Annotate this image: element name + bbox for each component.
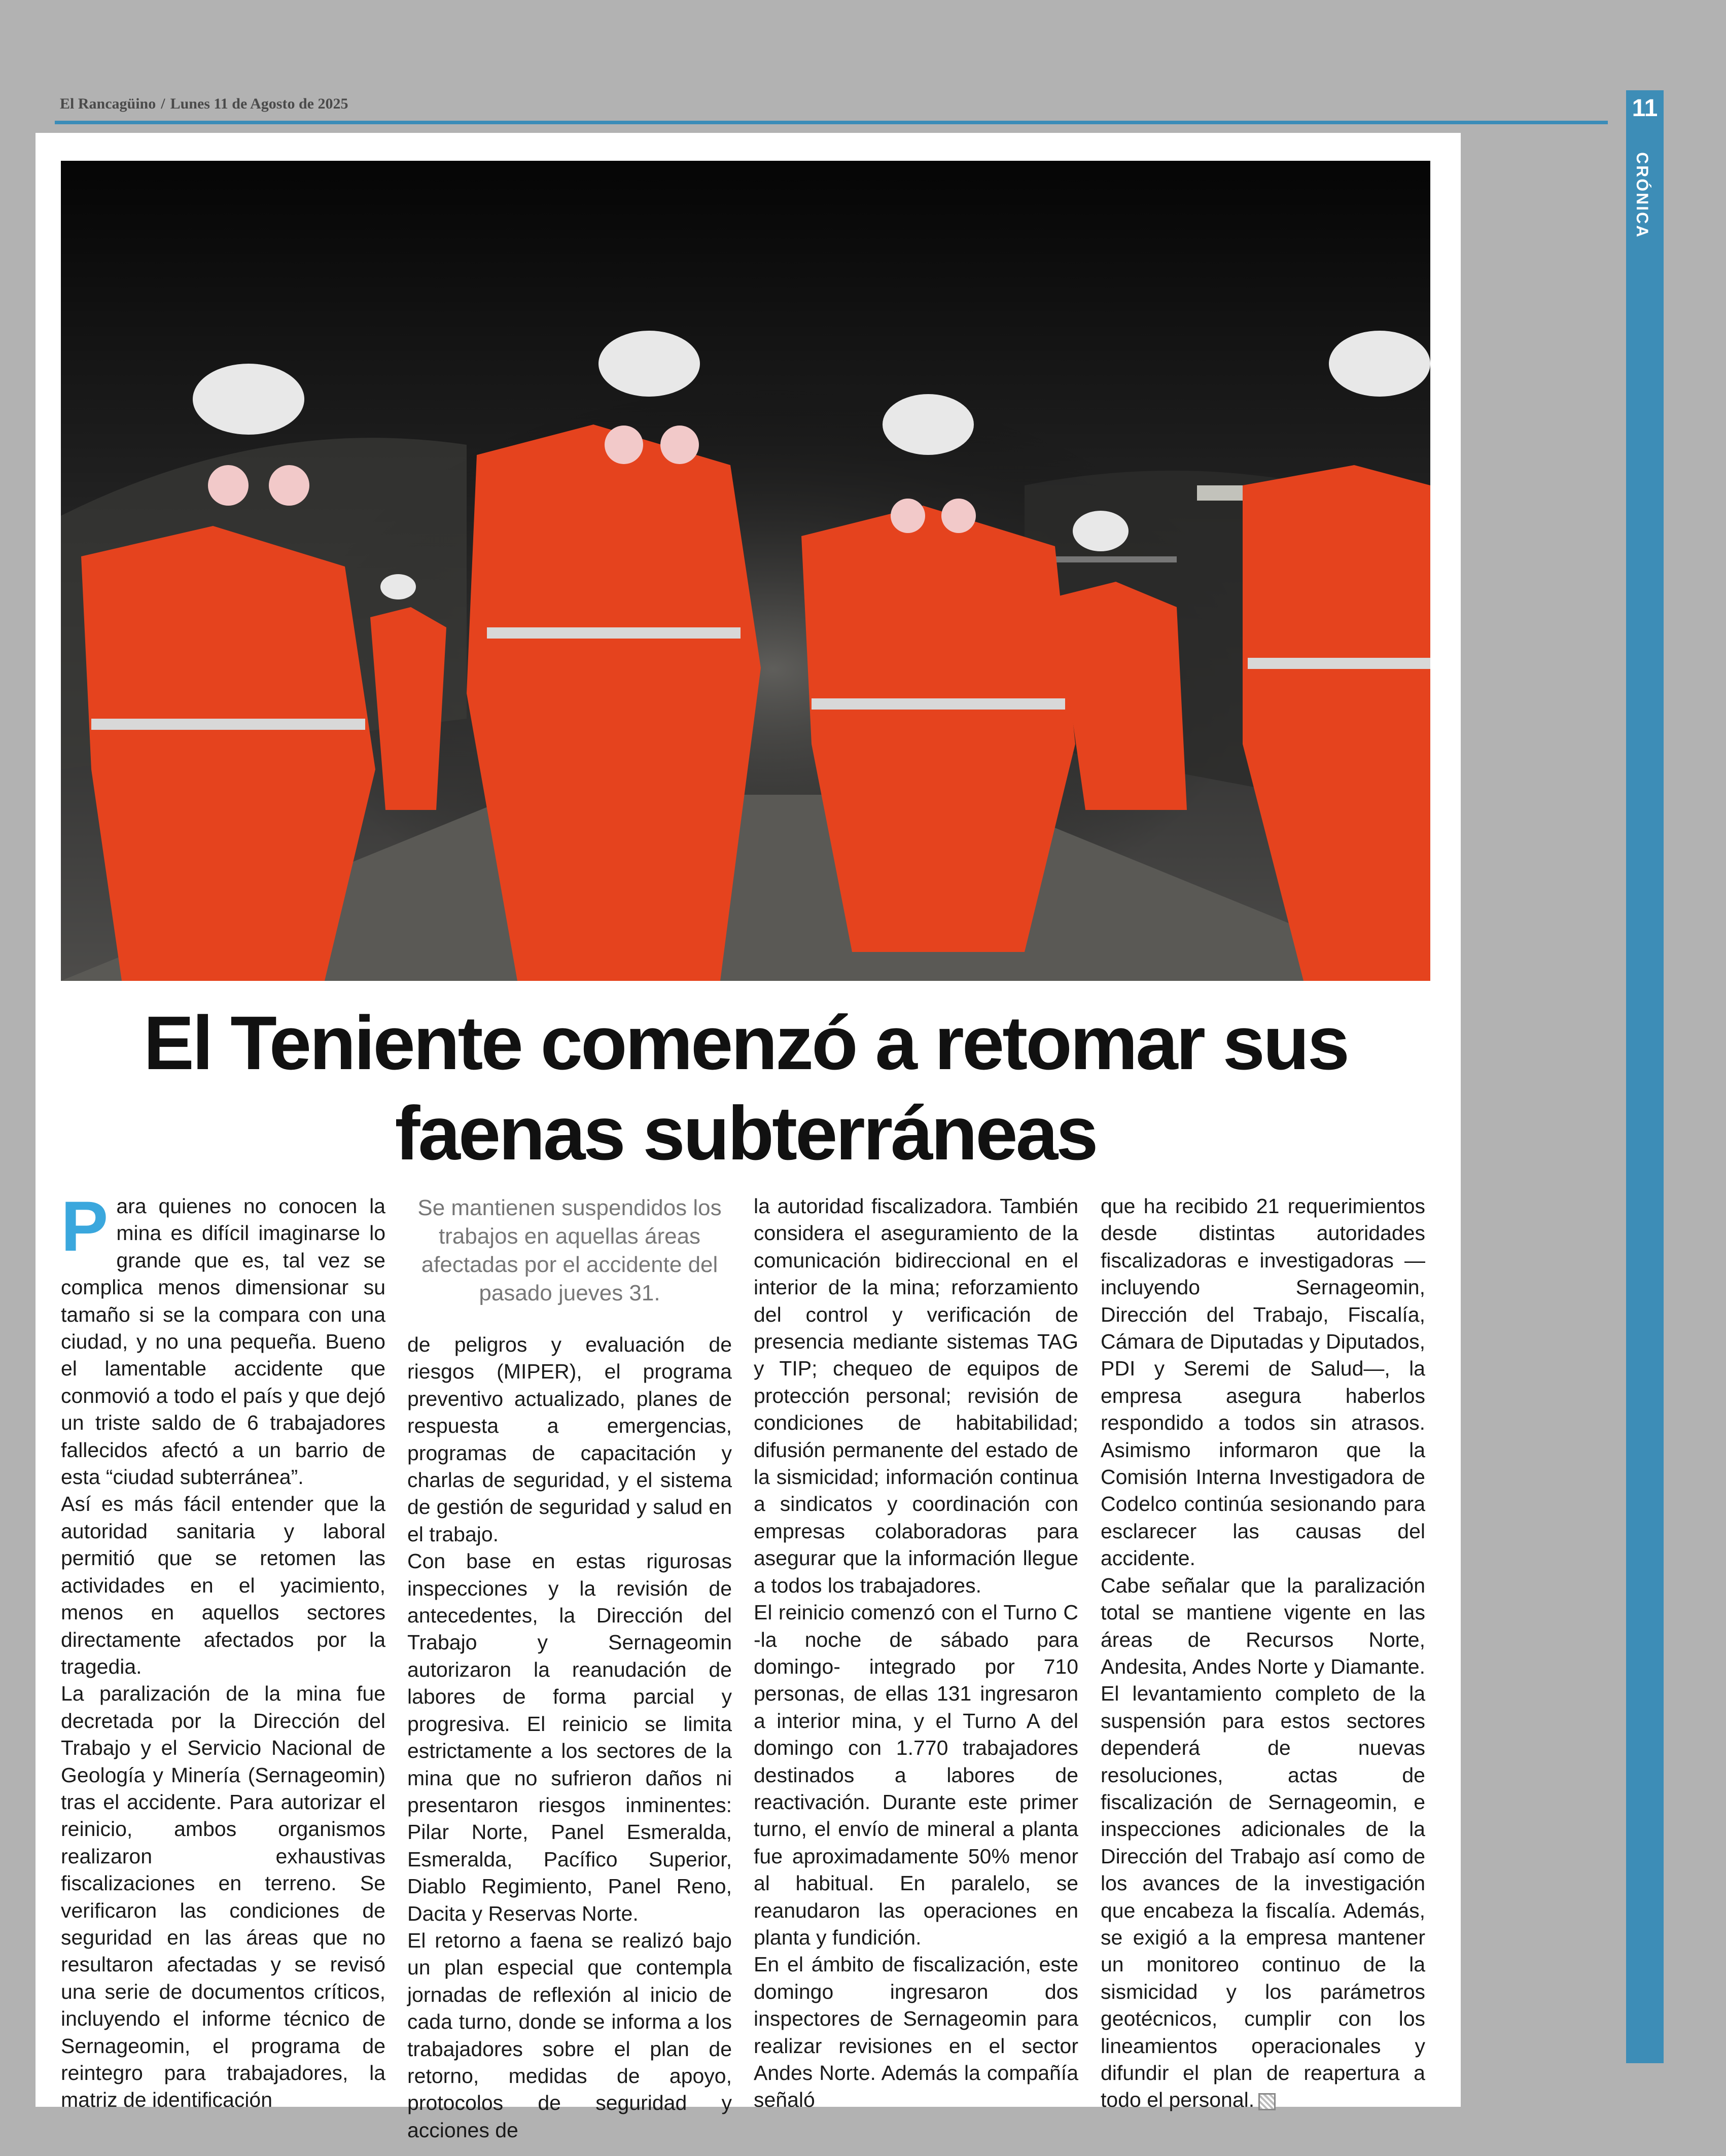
article-column-3 — [754, 1193, 1078, 2114]
drop-cap: P — [61, 1186, 109, 1266]
paragraph: Para quienes no conocen la mina es difícil imaginarse lo grande que es, tal vez se complica menos dimensionar su tamaño si se la compara con una ciudad, y no una pequeña. Bueno el lamentable accidente que conmovió a todo el país y que dejó un triste saldo de 6 trabajadores fallecidos afectó a un barrio de esta “ciudad subterránea”. — [61, 1186, 385, 1489]
page-number: 11 — [1632, 95, 1658, 122]
miners-photo — [61, 161, 1430, 981]
article-headline — [61, 998, 1430, 1178]
pull-quote: Se mantienen suspendidos los trabajos en aquellas áreas afectadas por el accidente del pasado jueves 31. — [417, 1195, 722, 1305]
headline-line-2: faenas subterráneas — [395, 1090, 1097, 1176]
masthead-separator: / — [161, 95, 165, 112]
article-column-4 — [1101, 1193, 1425, 2114]
paragraph: Con base en estas rigurosas inspecciones y la revisión de antecedentes, la Dirección del Trabajo y Sernageomin autorizaron la reanudación de labores de forma parcial y progresiva. El reinicio se limita estrictamente a los sectores de la mina que no sufrieron daños ni presentaron riesgos inminentes: Pilar Norte, Panel Esmeralda, Esmeralda, Pacífico Superior, Diablo Regimiento, Panel Reno, Dacita y Reservas Norte. — [407, 1549, 732, 1925]
masthead — [60, 95, 348, 113]
publication-name: El Rancagüino — [60, 95, 156, 112]
paragraph: La paralización de la mina fue decretada por la Dirección del Trabajo y el Servicio Nacional de Geología y Minería (Sernageomin) tras el accidente. Para autorizar el reinicio, ambos organismos realizaron exhaustivas fiscalizaciones en terreno. Se verificaron las condiciones de seguridad en las áreas que no resultaron afectadas y se revisó una serie de documentos críticos, incluyendo el informe técnico de Sernageomin, el programa de reintegro para trabajadores, la matriz de identificación — [61, 1682, 385, 2112]
headline-line-1: El Teniente comenzó a retomar sus — [143, 1000, 1348, 1085]
paragraph: En el ámbito de fiscalización, este domingo ingresaron dos inspectores de Sernageomin para realizar revisiones en el sector Andes Norte. Además la compañía señaló — [754, 1953, 1078, 2112]
paragraph: El retorno a faena se realizó bajo un plan especial que contempla jornadas de reflexión al inicio de cada turno, donde se informa a los trabajadores sobre el plan de retorno, medidas de apoyo, protocolos de seguridad y acciones de — [407, 1928, 732, 2142]
paragraph: Así es más fácil entender que la autoridad sanitaria y laboral permitió que se retomen las actividades en el yacimiento, menos en aquellos sectores directamente afectados por la tragedia. — [61, 1492, 385, 1678]
publication-date: Lunes 11 de Agosto de 2025 — [170, 95, 348, 112]
article-page — [36, 133, 1461, 2142]
masthead-rule — [55, 121, 1608, 124]
section-label: CRÓNICA — [1633, 152, 1651, 239]
miners-illustration — [61, 161, 1430, 981]
paragraph: de peligros y evaluación de riesgos (MIPER), el programa preventivo actualizado, planes de respuesta a emergencias, programas de capacitación y charlas de seguridad, y el sistema de gestión de seguridad y salud en el trabajo. — [407, 1333, 732, 1546]
article-column-2 — [407, 1331, 732, 2144]
paragraph: la autoridad fiscalizadora. También considera el aseguramiento de la comunicación bidireccional en el interior de la mina; reforzamiento del control y verificación de presencia mediante sistemas TAG y TIP; chequeo de equipos de protección personal; revisión de condiciones de habitabilidad; difusión permanente del estado de la sismicidad; información continua a sindicatos y coordinación con empresas colaboradoras para asegurar que la información llegue a todos los trabajadores. — [754, 1194, 1078, 1597]
paragraph: El reinicio comenzó con el Turno C -la noche de sábado para domingo- integrado por 710 personas, de ellas 131 ingresaron a interior mina, y el Turno A del domingo con 1.770 trabajadores destinados a labores de reactivación. Durante este primer turno, el envío de mineral a planta fue aproximadamente 50% menor al habitual. En paralelo, se reanudaron las operaciones en planta y fundición. — [754, 1601, 1078, 1949]
paragraph: Cabe señalar que la paralización total se mantiene vigente en las áreas de Recursos Norte, Andesita, Andes Norte y Diamante. El levantamiento completo de la suspensión para estos sectores dependerá de nuevas resoluciones, actas de fiscalización de Sernageomin, e inspecciones adicionales de la Dirección del Trabajo así como de los avances de la investigación que encabeza la fiscalía. Además, se exigió a la empresa mantener un monitoreo continuo de la sismicidad y los parámetros geotécnicos, cumplir con los lineamientos operacionales y difundir el plan de reapertura a todo el personal. — [1101, 1573, 1425, 2112]
paragraph: que ha recibido 21 requerimientos desde distintas autoridades fiscalizadoras e investigadoras —incluyendo Sernageomin, Dirección del Trabajo, Fiscalía, Cámara de Diputadas y Diputados, PDI y Seremi de Salud—, la empresa asegura haberlos respondido a todos sin atrasos. Asimismo informaron que la Comisión Interna Investigadora de Codelco continúa sesionando para esclarecer las causas del accidente. — [1101, 1194, 1425, 1570]
section-sidebar — [1626, 90, 1664, 2063]
qr-end-icon — [1258, 2093, 1276, 2110]
article-column-1 — [61, 1186, 385, 2114]
